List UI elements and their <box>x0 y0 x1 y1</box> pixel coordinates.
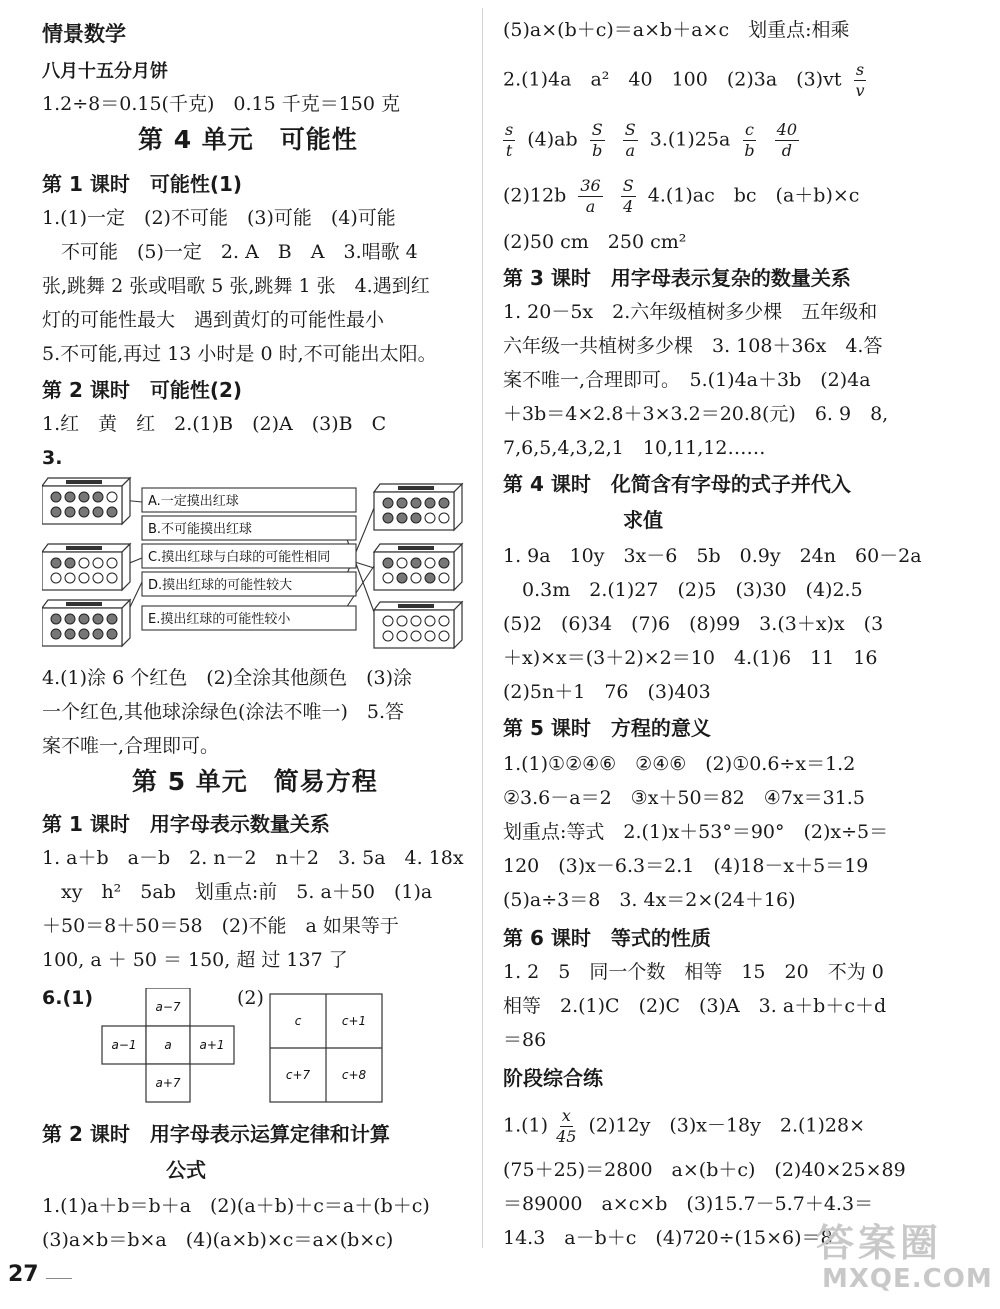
question-6-2-label: (2) <box>237 987 264 1009</box>
choice-labels <box>142 488 356 630</box>
answer-line: 灯的可能性最大 遇到黄灯的可能性最小 <box>42 309 385 331</box>
answer-line: ＋50＝8＋50＝58 (2)不能 a 如果等于 <box>42 915 399 937</box>
answer-line: (5)a×(b＋c)＝a×b＋a×c 划重点:相乘 <box>503 19 850 41</box>
box-left-1 <box>42 478 130 524</box>
answer-line: ＋3b＝4×2.8＋3×3.2＝20.8(元) 6. 9 8, <box>503 403 889 425</box>
scene-subtitle: 八月十五分月饼 <box>42 61 168 82</box>
question-6-1-label: 6.(1) <box>42 987 94 1009</box>
answer-line: 14.3 a－b＋c (4)720÷(15×6)＝8 <box>503 1227 833 1249</box>
answer-line-with-fraction <box>503 1108 865 1145</box>
answer-line: 1. 20－5x 2.六年级植树多少棵 五年级和 <box>503 301 878 323</box>
answer-line: 1. a＋b a－b 2. n－2 n＋2 3. 5a 4. 18x <box>42 847 464 869</box>
answer-line: 1.(1)①②④⑥ ②④⑥ (2)①0.6÷x＝1.2 <box>503 753 856 775</box>
answer-line: 5.不可能,再过 13 小时是 0 时,不可能出太阳。 <box>42 343 437 365</box>
page-number: 27 <box>8 1262 39 1287</box>
watermark-url: MXQE.COM <box>822 1264 993 1294</box>
fraction-S-over-4: $\frac{S}{4}$ <box>622 176 634 216</box>
answer-line: 1. 9a 10y 3x－6 5b 0.9y 24n 60－2a <box>503 545 922 567</box>
scene-title: 情景数学 <box>42 22 126 46</box>
stage-review-title: 阶段综合练 <box>503 1066 603 1090</box>
answer-text: 2.(1)4a a² 40 100 (2)3a (3)vt <box>503 68 842 91</box>
choice-label-e: E.摸出红球的可能性较小 <box>148 612 291 627</box>
answer-line: 0.3m 2.(1)27 (2)5 (3)30 (4)2.5 <box>503 579 863 601</box>
answer-line: 4.(1)涂 6 个红色 (2)全涂其他颜色 (3)涂 <box>42 667 413 689</box>
fraction-40-over-d: $\frac{40}{d}$ <box>776 120 797 160</box>
answer-text: 4.(1)ac bc (a＋b)×c <box>647 184 860 207</box>
u5-lesson2-title-cont: 公式 <box>166 1158 206 1182</box>
answer-line: (75＋25)＝2800 a×(b＋c) (2)40×25×89 <box>503 1159 906 1181</box>
ball-box-matching-diagram <box>42 474 467 649</box>
answer-line: 7,6,5,4,3,2,1 10,11,12…… <box>503 437 766 459</box>
answer-line: (5)a÷3＝8 3. 4x＝2×(24＋16) <box>503 889 796 911</box>
answer-line: 1.红 黄 红 2.(1)B (2)A (3)B C <box>42 413 387 435</box>
lesson4-title: 第 4 课时 化简含有字母的式子并代入 <box>503 472 851 496</box>
u4-lesson2-title: 第 2 课时 可能性(2) <box>42 378 243 402</box>
cross-cell-right: a+1 <box>199 1038 225 1052</box>
box-left-2 <box>42 544 130 590</box>
watermark-logo-text: 答案圈 <box>816 1221 943 1265</box>
answer-text: 3.(1)25a <box>649 128 731 151</box>
grid-cell-tl: c <box>294 1014 302 1028</box>
fraction-x-over-45: $\frac{x}{45}$ <box>556 1106 577 1146</box>
answer-line: 不可能 (5)一定 2. A B A 3.唱歌 4 <box>42 241 418 263</box>
u5-lesson1-title: 第 1 课时 用字母表示数量关系 <box>42 812 330 836</box>
answer-line: xy h² 5ab 划重点:前 5. a＋50 (1)a <box>42 881 433 903</box>
answer-text: (2)12b <box>503 184 567 207</box>
fraction-c-over-b: $\frac{c}{b}$ <box>744 120 755 160</box>
answer-line-with-fraction <box>503 178 859 215</box>
box-left-3 <box>42 600 130 646</box>
answer-line: (2)50 cm 250 cm² <box>503 231 687 253</box>
answer-line: 六年级一共植树多少棵 3. 108＋36x 4.答 <box>503 335 883 357</box>
box-right-2 <box>374 544 462 590</box>
cross-cell-bottom: a+7 <box>155 1076 181 1090</box>
u4-lesson1-title: 第 1 课时 可能性(1) <box>42 172 243 196</box>
answer-line: (3)a×b＝b×a (4)(a×b)×c＝a×(b×c) <box>42 1229 394 1251</box>
cross-cell-top: a−7 <box>155 1000 181 1014</box>
answer-line: 案不唯一,合理即可。 5.(1)4a＋3b (2)4a <box>503 369 871 391</box>
lesson6-title: 第 6 课时 等式的性质 <box>503 926 711 950</box>
answer-line: 100, a ＋ 50 ＝ 150, 超 过 137 了 <box>42 949 348 971</box>
grid-cell-br: c+8 <box>341 1068 367 1082</box>
box-right-1 <box>374 484 462 530</box>
u5-lesson2-title: 第 2 课时 用字母表示运算定律和计算 <box>42 1122 390 1146</box>
answer-line: (2)5n＋1 76 (3)403 <box>503 681 711 703</box>
page-number-rule <box>46 1278 72 1279</box>
choice-label-c: C.摸出红球与白球的可能性相同 <box>148 550 331 565</box>
fraction-36-over-a: $\frac{36}{a}$ <box>580 176 601 216</box>
question-3-label: 3. <box>42 447 63 469</box>
lesson3-title: 第 3 课时 用字母表示复杂的数量关系 <box>503 266 851 290</box>
answer-line: ＝89000 a×c×b (3)15.7－5.7＋4.3＝ <box>503 1193 874 1215</box>
answer-line: (5)2 (6)34 (7)6 (8)99 3.(3＋x)x (3 <box>503 613 884 635</box>
grid-cell-bl: c+7 <box>285 1068 311 1082</box>
answer-line-with-fraction <box>503 62 873 99</box>
grid-number-table <box>268 992 384 1104</box>
cross-cell-center: a <box>164 1038 172 1052</box>
unit4-title: 第 4 单元 可能性 <box>138 125 358 154</box>
cross-number-table <box>96 988 256 1104</box>
answer-line: 划重点:等式 2.(1)x＋53°＝90° (2)x÷5＝ <box>503 821 889 843</box>
choice-label-b: B.不可能摸出红球 <box>148 522 253 537</box>
unit5-title: 第 5 单元 简易方程 <box>132 767 378 796</box>
answer-line: 120 (3)x－6.3＝2.1 (4)18－x＋5＝19 <box>503 855 869 877</box>
site-watermark <box>812 1212 996 1302</box>
answer-text: (2)12y (3)x－18y 2.(1)28× <box>588 1114 866 1137</box>
fraction-S-over-a: $\frac{S}{a}$ <box>624 120 636 160</box>
box-right-3 <box>374 602 462 648</box>
scene-answer: 1.2÷8＝0.15(千克) 0.15 千克＝150 克 <box>42 93 401 115</box>
answer-line: 1.(1)a＋b＝b＋a (2)(a＋b)＋c＝a＋(b＋c) <box>42 1195 430 1217</box>
answer-line: ＝86 <box>503 1029 547 1051</box>
choice-label-a: A.一定摸出红球 <box>148 494 239 509</box>
fraction-S-over-b: $\frac{S}{b}$ <box>591 120 603 160</box>
answer-line: ＋x)×x＝(3＋2)×2＝10 4.(1)6 11 16 <box>503 647 878 669</box>
grid-cell-tr: c+1 <box>341 1014 367 1028</box>
answer-line: 1.(1)一定 (2)不可能 (3)可能 (4)可能 <box>42 207 396 229</box>
fraction-s-over-t: $\frac{s}{t}$ <box>505 120 514 160</box>
answer-line-with-fraction <box>503 122 805 159</box>
answer-line: 一个红色,其他球涂绿色(涂法不唯一) 5.答 <box>42 701 404 723</box>
fraction-s-over-v: $\frac{s}{v}$ <box>855 60 865 100</box>
choice-label-d: D.摸出红球的可能性较大 <box>148 578 293 593</box>
answer-line: 1. 2 5 同一个数 相等 15 20 不为 0 <box>503 961 884 983</box>
answer-line: 案不唯一,合理即可。 <box>42 735 220 757</box>
column-divider <box>482 8 483 1248</box>
answer-text: 1.(1) <box>503 1114 549 1137</box>
answer-line: ②3.6－a＝2 ③x＋50＝82 ④7x＝31.5 <box>503 787 865 809</box>
lesson5-title: 第 5 课时 方程的意义 <box>503 716 711 740</box>
answer-line: 相等 2.(1)C (2)C (3)A 3. a＋b＋c＋d <box>503 995 887 1017</box>
answer-text: (4)ab <box>527 128 578 151</box>
cross-cell-left: a−1 <box>111 1038 137 1052</box>
answer-line: 张,跳舞 2 张或唱歌 5 张,跳舞 1 张 4.遇到红 <box>42 275 430 297</box>
lesson4-title-cont: 求值 <box>623 508 663 532</box>
